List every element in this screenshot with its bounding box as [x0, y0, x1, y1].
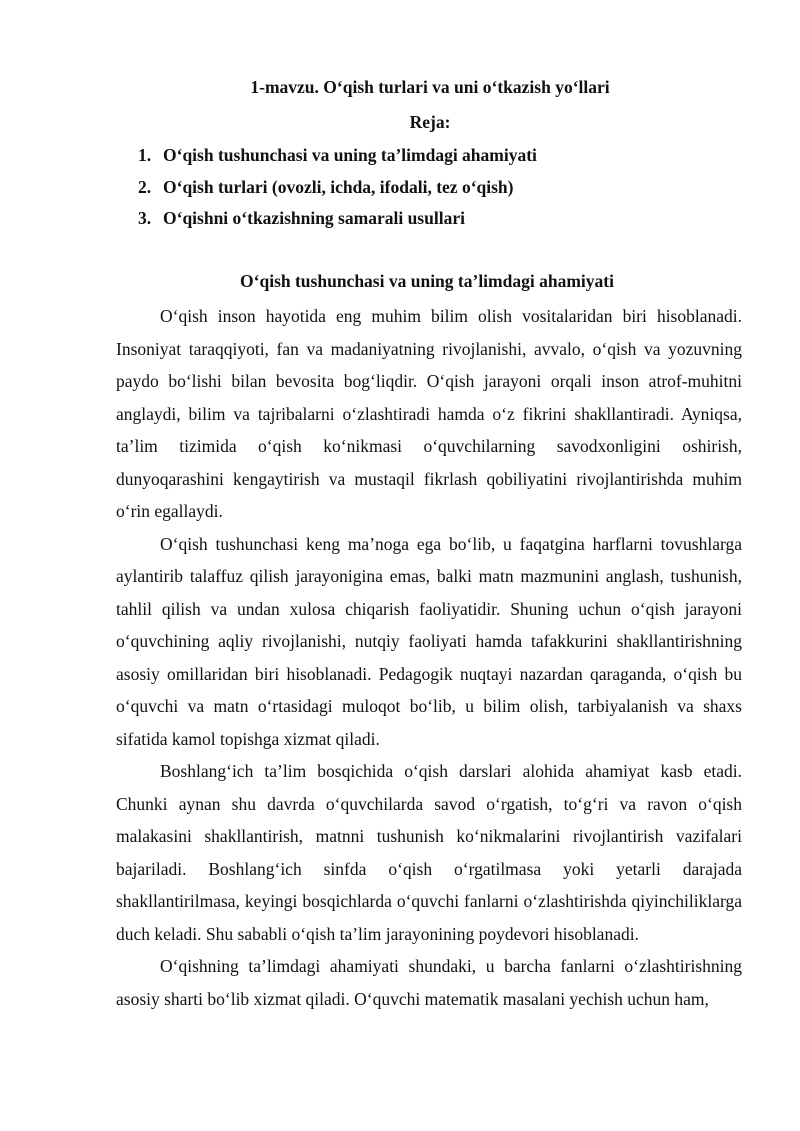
section-heading: O‘qish tushunchasi va uning ta’limdagi ahamiyati — [240, 271, 614, 291]
plan-item-number: 3. — [138, 208, 152, 228]
plan-item-text: O‘qish tushunchasi va uning ta’limdagi ahamiyati — [163, 145, 537, 165]
plan-item-number: 1. — [138, 145, 152, 165]
paragraph: Boshlang‘ich ta’lim bosqichida o‘qish darslari alohida ahamiyat kasb etadi. Chunki aynan shu davrda o‘quvchilarda savod o‘rgatish, to‘g‘ri va ravon o‘qish malakasini shakllantirish, matnni tushunish ko‘nikmalarini rivojlantirish vazifalari bajariladi. Boshlang‘ich sinfda o‘qish o‘rgatilmasa yoki yetarli darajada shakllantirilmasa, keyingi bosqichlarda o‘quvchi fanlarni o‘zlashtirishda qiyinchiliklarga duch keladi. Shu sababli o‘qish ta’lim jarayonining poydevori hisoblanadi. — [116, 761, 742, 944]
plan-item-text: O‘qish turlari (ovozli, ichda, ifodali, tez o‘qish) — [163, 176, 514, 197]
plan-item-number: 2. — [138, 176, 152, 197]
document-title: 1-mavzu. O‘qish turlari va uni o‘tkazish yo‘llari — [250, 77, 610, 97]
plan-label: Reja: — [409, 112, 451, 132]
plan-item — [138, 142, 537, 174]
paragraph: O‘qish tushunchasi keng ma’noga ega bo‘lib, u faqatgina harflarni tovushlarga aylantirib talaffuz qilish jarayonigina emas, balki matn mazmunini anglash, tushunish, tahlil qilish va undan xulosa chiqarish faoliyatidir. Shuning uchun o‘qish jarayoni o‘quvchining aqliy rivojlanishi, nutqiy faoliyati hamda tafakkurini shakllantirishning asosiy omillaridan biri hisoblanadi. Pedagogik nuqtayi nazardan qaraganda, o‘qish bu o‘quvchi va matn o‘rtasidagi muloqot bo‘lib, u bilim olish, tarbiyalanish va shaxs sifatida kamol topishga xizmat qiladi. — [116, 533, 742, 749]
paragraph: O‘qish inson hayotida eng muhim bilim olish vositalaridan biri hisoblanadi. Insoniyat taraqqiyoti, fan va madaniyatning rivojlanishi, avvalo, o‘qish va yozuvning paydo bo‘lishi bilan bevosita bog‘liqdir. O‘qish jarayoni orqali inson atrof-muhitni anglaydi, bilim va tajribalarni o‘zlashtiradi hamda o‘z fikrini shakllantiradi. Ayniqsa, ta’lim tizimida o‘qish ko‘nikmasi o‘quvchilarning savodxonligini oshirish, dunyoqarashini kengaytirish va mustaqil fikrlash qobiliyatini rivojlantirishda muhim o‘rin egallaydi. — [116, 306, 742, 521]
paragraph: O‘qishning ta’limdagi ahamiyati shundaki, u barcha fanlarni o‘zlashtirishning asosiy sharti bo‘lib xizmat qiladi. O‘quvchi matematik masalani yechish uchun ham, — [116, 956, 742, 1009]
plan-item-text: O‘qishni o‘tkazishning samarali usullari — [163, 208, 465, 228]
body-text — [116, 300, 742, 1015]
plan-item — [138, 174, 537, 206]
plan-item — [138, 205, 537, 237]
plan-list — [138, 142, 537, 237]
